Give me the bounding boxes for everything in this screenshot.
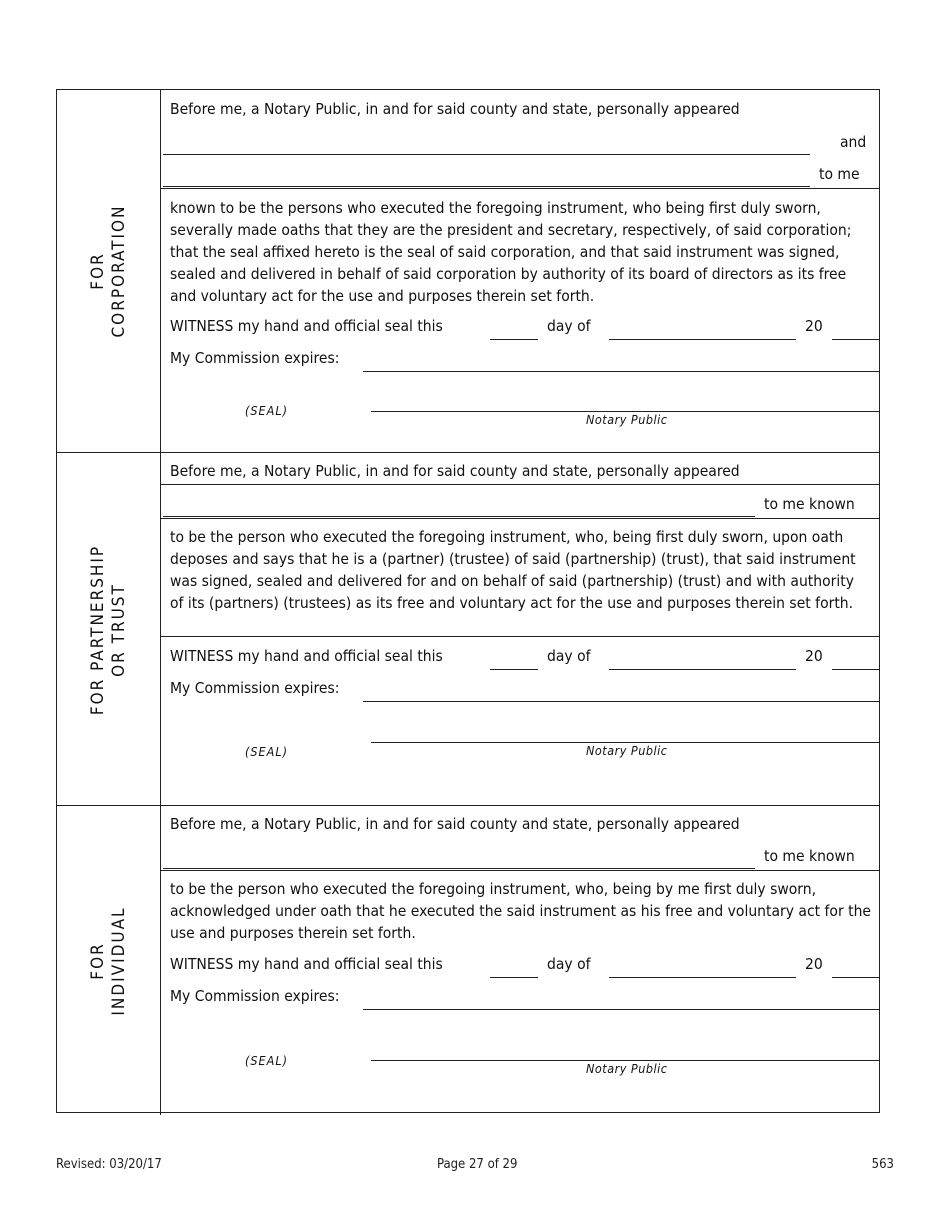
- footer-form-number: 563: [871, 1157, 894, 1172]
- name-line-2[interactable]: [163, 186, 810, 187]
- year-field[interactable]: [832, 669, 879, 670]
- label-line-2: CORPORATION: [109, 204, 129, 338]
- intro-text: Before me, a Notary Public, in and for said county and state, personally appeared: [170, 815, 740, 833]
- label-line-1: FOR PARTNERSHIP: [88, 544, 108, 715]
- body-paragraph: to be the person who executed the foregoing instrument, who, being by me first duly sworn, acknowledged under oath that he executed the said instrument as his free and voluntary act for the use and purposes therein set forth.: [170, 880, 871, 942]
- commission-field[interactable]: [363, 1009, 879, 1010]
- partnership-section: [57, 452, 879, 806]
- corporation-vertical-label: [88, 205, 130, 338]
- commission-field[interactable]: [363, 371, 879, 372]
- body-paragraph: known to be the persons who executed the foregoing instrument, who being first duly sworn, severally made oaths that they are the president and secretary, respectively, of said corporation; that the seal affixed hereto is the seal of said corporation, and that said instrument was signed, sealed and delivered in behalf of said corporation by authority of its board of directors as its free and voluntary act for the use and purposes therein set forth.: [170, 199, 852, 305]
- corporation-content: [161, 90, 879, 452]
- individual-section: [57, 805, 879, 1115]
- year-field[interactable]: [832, 977, 879, 978]
- notary-public-label: Notary Public: [586, 743, 668, 758]
- corporation-section: [57, 90, 879, 452]
- year-prefix: 20: [805, 647, 823, 665]
- body-paragraph: to be the person who executed the foregoing instrument, who, being first duly sworn, upon oath deposes and says that he is a (partner) (trustee) of said (partnership) (trust), that said instrument was signed, sealed and delivered for and on behalf of said (partnership) (trust) and with authority of its (partners) (trustees) as its free and voluntary act for the use and purposes therein set forth.: [170, 528, 856, 612]
- divider: [161, 636, 879, 637]
- witness-text: WITNESS my hand and official seal this: [170, 647, 443, 665]
- label-line-1: FOR: [88, 252, 108, 290]
- label-line-2: INDIVIDUAL: [109, 905, 129, 1016]
- partnership-vertical-label: [88, 544, 130, 714]
- label-line-2: OR TRUST: [109, 582, 129, 677]
- month-field[interactable]: [609, 669, 796, 670]
- divider: [161, 870, 879, 871]
- commission-label: My Commission expires:: [170, 349, 340, 367]
- witness-text: WITNESS my hand and official seal this: [170, 955, 443, 973]
- notary-public-label: Notary Public: [586, 1061, 668, 1076]
- partnership-label-column: [57, 453, 161, 806]
- divider: [161, 518, 879, 519]
- year-prefix: 20: [805, 955, 823, 973]
- year-prefix: 20: [805, 317, 823, 335]
- month-field[interactable]: [609, 339, 796, 340]
- intro-text: Before me, a Notary Public, in and for said county and state, personally appeared: [170, 100, 740, 118]
- corporation-label-column: [57, 90, 161, 452]
- footer-revised: Revised: 03/20/17: [56, 1157, 162, 1172]
- day-field[interactable]: [490, 669, 538, 670]
- commission-label: My Commission expires:: [170, 679, 340, 697]
- divider: [161, 484, 879, 485]
- and-label: and: [840, 133, 867, 151]
- to-me-known-label: to me known: [764, 847, 855, 865]
- label-line-1: FOR: [88, 941, 108, 980]
- notary-public-label: Notary Public: [586, 412, 668, 427]
- year-field[interactable]: [832, 339, 879, 340]
- to-me-label: to me: [819, 165, 860, 183]
- seal-label: (SEAL): [245, 744, 288, 759]
- individual-vertical-label: [88, 906, 130, 1015]
- individual-label-column: [57, 806, 161, 1115]
- seal-label: (SEAL): [245, 1053, 288, 1068]
- day-of-label: day of: [547, 647, 591, 665]
- month-field[interactable]: [609, 977, 796, 978]
- name-line-1[interactable]: [163, 154, 810, 155]
- seal-label: (SEAL): [245, 403, 288, 418]
- day-field[interactable]: [490, 339, 538, 340]
- name-line[interactable]: [163, 868, 755, 869]
- footer-page-number: Page 27 of 29: [437, 1157, 518, 1172]
- commission-field[interactable]: [363, 701, 879, 702]
- divider: [161, 188, 879, 189]
- individual-content: [161, 806, 879, 1115]
- day-of-label: day of: [547, 955, 591, 973]
- day-of-label: day of: [547, 317, 591, 335]
- commission-label: My Commission expires:: [170, 987, 340, 1005]
- witness-text: WITNESS my hand and official seal this: [170, 317, 443, 335]
- notary-acknowledgment-form: [56, 89, 880, 1113]
- to-me-known-label: to me known: [764, 495, 855, 513]
- partnership-content: [161, 453, 879, 806]
- name-line[interactable]: [163, 516, 755, 517]
- intro-text: Before me, a Notary Public, in and for said county and state, personally appeared: [170, 462, 740, 480]
- day-field[interactable]: [490, 977, 538, 978]
